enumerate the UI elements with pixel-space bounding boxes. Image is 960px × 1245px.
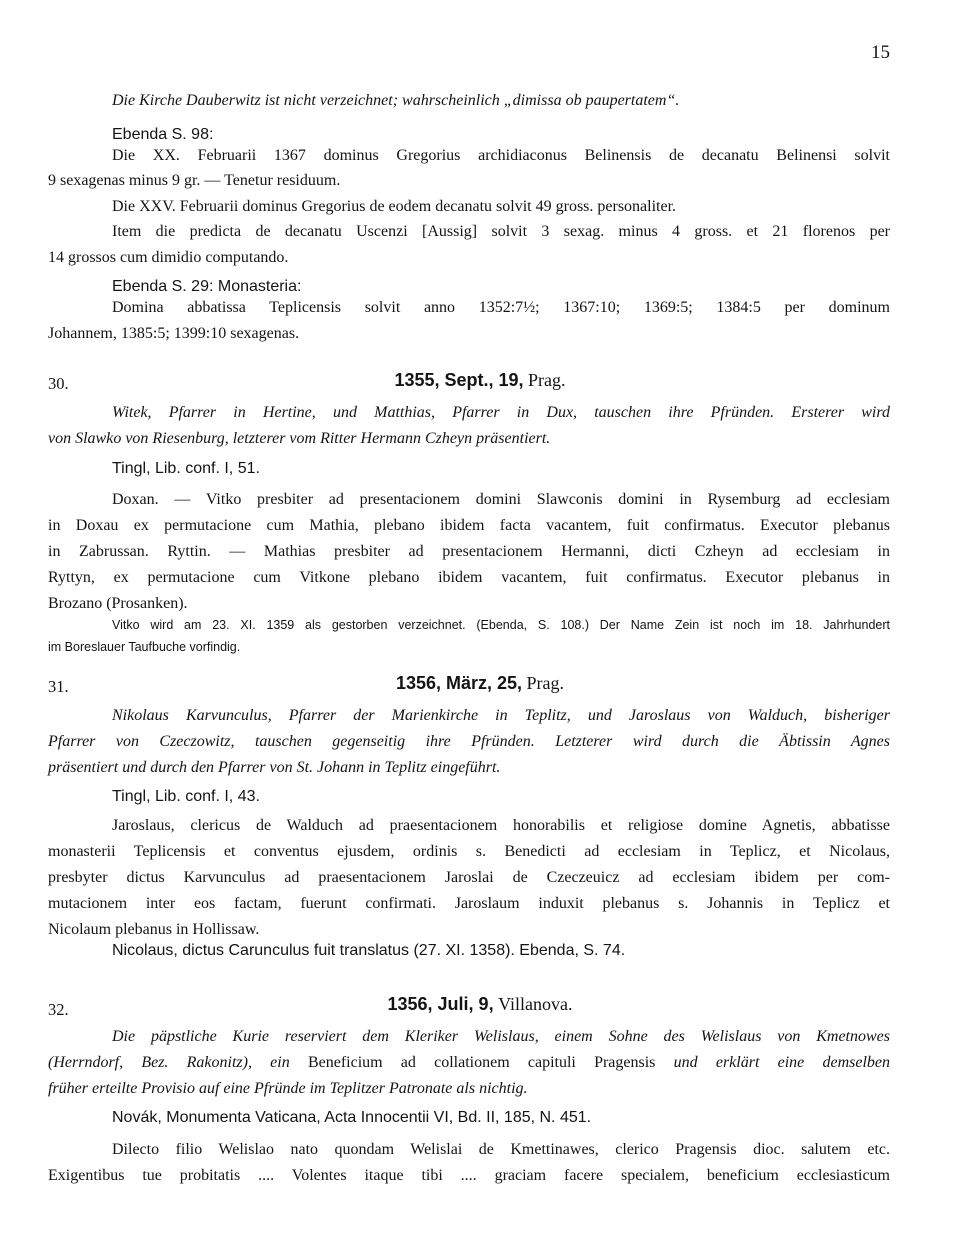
entry-place: Prag. bbox=[528, 370, 566, 390]
note-line: Nicolaus, dictus Carunculus fuit translatus (27. XI. 1358). Ebenda, S. 74. bbox=[112, 942, 626, 959]
page-number: 15 bbox=[871, 42, 890, 63]
summary-line bbox=[112, 1026, 890, 1048]
body-line: Jaroslaus, clericus de Walduch ad praesentacionem honorabilis et religiose domine Agnetis, abbatisse bbox=[112, 817, 890, 834]
body-line: Ryttyn, ex permutacione cum Vitkone plebano ibidem vacantem, fuit confirmatus. Executor plebanus in bbox=[48, 569, 890, 586]
note-line: im Boreslauer Taufbuche vorfindig. bbox=[48, 640, 241, 654]
text-segment: (Herrndorf, Bez. Rakonitz), ein bbox=[48, 1054, 308, 1071]
entry-heading bbox=[0, 370, 960, 391]
reference-line: Ebenda S. 29: Monasteria: bbox=[112, 278, 302, 295]
body-line: Doxan. — Vitko presbiter ad presentacionem domini Slawconis domini in Rysemburg ad ecclesiam bbox=[112, 491, 890, 508]
summary-line bbox=[48, 1078, 890, 1100]
text-segment: und erklärt eine demselben bbox=[673, 1054, 891, 1071]
text-line: Johannem, 1385:5; 1399:10 sexagenas. bbox=[48, 325, 300, 342]
text-line: Die Kirche Dauberwitz ist nicht verzeichnet; wahrscheinlich „dimissa ob paupertatem“. bbox=[112, 92, 680, 109]
source-line: Novák, Monumenta Vaticana, Acta Innocentii VI, Bd. II, 185, N. 451. bbox=[112, 1109, 592, 1126]
body-line: Exigentibus tue probitatis .... Volentes itaque tibi .... graciam facere specialem, beneficium ecclesiasticum bbox=[48, 1167, 890, 1184]
body-line: presbyter dictus Karvunculus ad praesentacionem Jaroslai de Czeczeuicz ad ecclesiam ibidem per com- bbox=[48, 869, 890, 886]
entry-number: 30. bbox=[48, 374, 69, 393]
summary-line: von Slawko von Riesenburg, letzterer vom Ritter Hermann Czheyn präsentiert. bbox=[48, 430, 551, 447]
entry-date: 1356, März, 25, bbox=[395, 673, 523, 693]
entry-number: 32. bbox=[48, 1000, 69, 1019]
entry-place: Prag. bbox=[526, 673, 565, 693]
source-line: Tingl, Lib. conf. I, 51. bbox=[112, 460, 260, 477]
text-segment: Die päpstliche Kurie reserviert dem Kleriker Welislaus, einem Sohne des Welislaus von Kmetnowes bbox=[112, 1028, 890, 1045]
body-line: mutacionem inter eos factam, fuerunt confirmati. Jaroslaum induxit plebanus s. Johannis in Teplicz et bbox=[48, 895, 890, 912]
text-segment: früher erteilte Provisio auf eine Pfründe im Teplitzer Patronate als nichtig. bbox=[48, 1080, 528, 1097]
summary-line: Pfarrer von Czeczowitz, tauschen gegenseitig ihre Pfründen. Letzterer wird durch die Äbtissin Agnes bbox=[48, 733, 890, 750]
reference-line: Ebenda S. 98: bbox=[112, 126, 214, 143]
text-line: Die XX. Februarii 1367 dominus Gregorius archidiaconus Belinensis de decanatu Belinensi solvit bbox=[112, 147, 890, 164]
text-line: 14 grossos cum dimidio computando. bbox=[48, 249, 289, 266]
entry-place: Villanova. bbox=[498, 994, 573, 1014]
note-line: Vitko wird am 23. XI. 1359 als gestorben verzeichnet. (Ebenda, S. 108.) Der Name Zein ist noch im 18. Jahrhundert bbox=[112, 618, 890, 632]
text-line: 9 sexagenas minus 9 gr. — Tenetur residuum. bbox=[48, 172, 341, 189]
entry-number: 31. bbox=[48, 677, 69, 696]
text-line: Die XXV. Februarii dominus Gregorius de eodem decanatu solvit 49 gross. personaliter. bbox=[112, 198, 677, 215]
entry-heading bbox=[0, 994, 960, 1015]
entry-date: 1356, Juli, 9, bbox=[387, 994, 494, 1014]
source-line: Tingl, Lib. conf. I, 43. bbox=[112, 788, 260, 805]
entry-heading bbox=[0, 673, 960, 694]
summary-line: Witek, Pfarrer in Hertine, und Matthias, Pfarrer in Dux, tauschen ihre Pfründen. Ersterer wird bbox=[112, 404, 890, 421]
text-segment: Beneficium ad collationem capituli Pragensis bbox=[307, 1054, 674, 1071]
entry-date: 1355, Sept., 19, bbox=[394, 370, 524, 390]
body-line: Nicolaum plebanus in Hollissaw. bbox=[48, 921, 260, 938]
text-line: Domina abbatissa Teplicensis solvit anno 1352:7½; 1367:10; 1369:5; 1384:5 per dominum bbox=[112, 299, 890, 316]
summary-line: Nikolaus Karvunculus, Pfarrer der Marienkirche in Teplitz, und Jaroslaus von Walduch, bisheriger bbox=[112, 707, 890, 724]
body-line: monasterii Teplicensis et conventus ejusdem, ordinis s. Benedicti ad ecclesiam in Teplicz, et Nicolaus, bbox=[48, 843, 890, 860]
summary-line bbox=[48, 1052, 890, 1074]
body-line: Brozano (Prosanken). bbox=[48, 595, 188, 612]
body-line: in Doxau ex permutacione cum Mathia, plebano ibidem facta vacantem, fuit confirmatus. Executor plebanus bbox=[48, 517, 890, 534]
summary-line: präsentiert und durch den Pfarrer von St. Johann in Teplitz eingeführt. bbox=[48, 759, 501, 776]
body-line: in Zabrussan. Ryttin. — Mathias presbiter ad presentacionem Hermanni, dicti Czheyn ad ecclesiam in bbox=[48, 543, 890, 560]
body-line: Dilecto filio Welislao nato quondam Welislai de Kmettinawes, clerico Pragensis dioc. salutem etc. bbox=[112, 1141, 890, 1158]
text-line: Item die predicta de decanatu Uscenzi [Aussig] solvit 3 sexag. minus 4 gross. et 21 florenos per bbox=[112, 223, 890, 240]
